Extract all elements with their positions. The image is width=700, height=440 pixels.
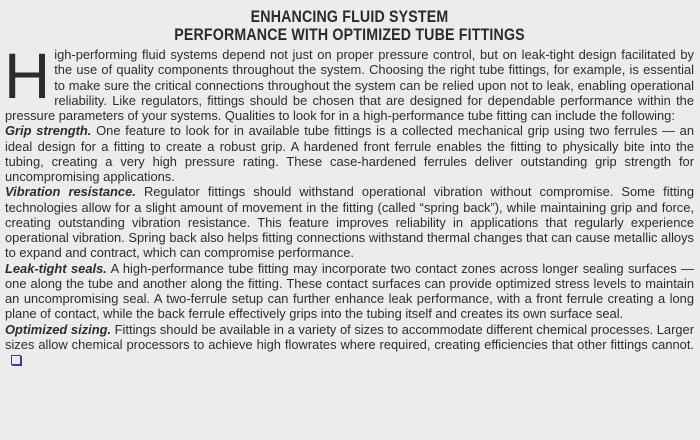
section-vibration-resistance [5, 184, 694, 260]
section-text: A high-performance tube fitting may incorporate two contact zones across longer sealing surfaces — one along the tube and another along the fitting. These contact surfaces can provide optimized stress levels to maintain an uncompromising seal. A two-ferrule setup can further enhance leak performance, with a front ferrule creating a long plane of contact, while the back ferrule effectively grips into the tubing itself and creates its own surface seal. [5, 260, 694, 322]
section-heading: Leak-tight seals. [5, 260, 107, 276]
title-line-1: ENHANCING FLUID SYSTEM [250, 8, 449, 26]
section-heading: Optimized sizing. [5, 321, 112, 337]
end-of-article-icon [11, 355, 21, 365]
section-text: One feature to look for in available tube fittings is a collected mechanical grip using two ferrules — an ideal design for a fitting to create a robust grip. A hardened front ferrule enables the fitting to physically bite into the tubing, creating a very high pressure rating. These case-hardened ferrules deliver outstanding grip strength for uncompromising applications. [5, 123, 694, 184]
section-grip-strength [5, 123, 694, 184]
section-heading: Vibration resistance. [5, 184, 136, 200]
article-body [4, 40, 694, 367]
article-title [53, 8, 646, 44]
intro-text: igh-performing fluid systems depend not just on proper pressure control, but on leak-tight design facilitated by the use of quality components throughout the system. Choosing the right tube fittings, for example, is essential to make sure the critical connections throughout the system can be relied upon not to leak, enabling operational reliability. Like regulators, fittings should be chosen that are designed for dependable performance within the pressure parameters of your systems. Qualities to look for in a high-performance tube fitting can include the following: [5, 47, 694, 123]
section-text: Fittings should be available in a variety of sizes to accommodate different chemical processes. Larger sizes allow chemical processors to achieve high flowrates where required, creating efficiencies that other fittings cannot. [5, 321, 694, 352]
section-heading: Grip strength. [5, 123, 92, 139]
intro-paragraph [4, 40, 694, 123]
drop-cap: H [4, 40, 51, 112]
title-line-2: PERFORMANCE WITH OPTIMIZED TUBE FITTINGS [174, 26, 525, 44]
section-optimized-sizing [5, 322, 694, 368]
section-text: Regulator fittings should withstand operational vibration without compromise. Some fitting technologies allow for a slight amount of movement in the fitting (called “spring back”), while maintaining grip and force, creating outstanding vibration resistance. This feature improves reliability in applications that regularly experience operational vibration. Spring back also helps fitting connections withstand thermal changes that can cause metallic alloys to expand and contract, which can compromise performance. [5, 184, 694, 261]
section-leak-tight-seals [5, 261, 694, 322]
